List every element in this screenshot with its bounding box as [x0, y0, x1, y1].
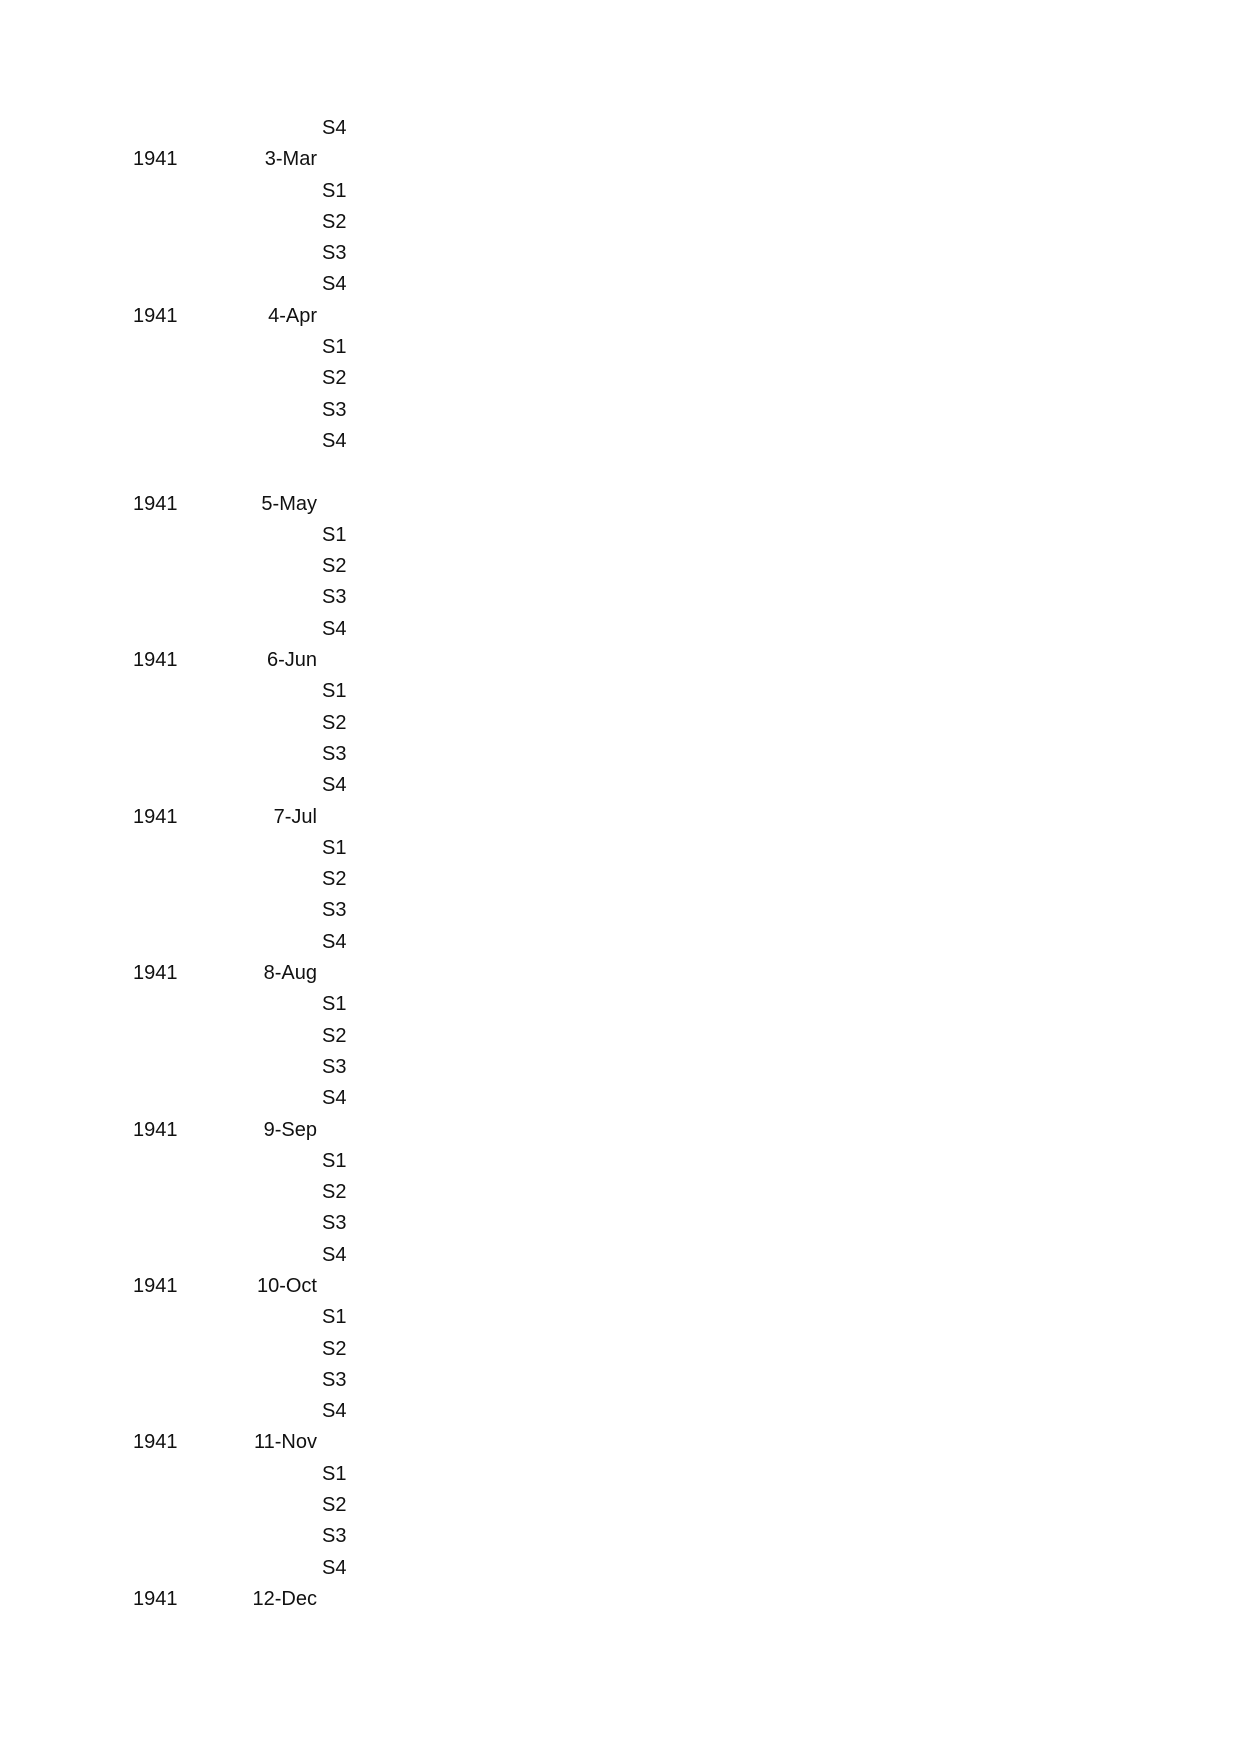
table-row	[0, 864, 1241, 895]
table-row	[0, 363, 1241, 394]
series-cell: S2	[322, 367, 347, 390]
table-row	[0, 989, 1241, 1020]
year-cell: 1941	[133, 304, 178, 327]
series-cell: S3	[322, 1525, 347, 1548]
spreadsheet-page	[0, 113, 1241, 1615]
series-cell: S2	[322, 210, 347, 233]
table-row	[0, 1052, 1241, 1083]
series-cell: S1	[322, 179, 347, 202]
series-cell: S3	[322, 899, 347, 922]
series-cell: S1	[322, 1462, 347, 1485]
year-cell: 1941	[133, 1587, 178, 1610]
series-cell: S2	[322, 1337, 347, 1360]
table-row	[0, 1427, 1241, 1458]
year-cell: 1941	[133, 492, 178, 515]
table-row	[0, 1271, 1241, 1302]
date-cell: 7-Jul	[273, 805, 317, 828]
year-cell: 1941	[133, 1431, 178, 1454]
table-row	[0, 1083, 1241, 1114]
table-row	[0, 207, 1241, 238]
series-cell: S1	[322, 1149, 347, 1172]
series-cell: S2	[322, 1024, 347, 1047]
series-cell: S2	[322, 1181, 347, 1204]
table-row	[0, 582, 1241, 613]
table-row	[0, 1021, 1241, 1052]
table-row	[0, 489, 1241, 520]
table-row	[0, 927, 1241, 958]
series-cell: S1	[322, 836, 347, 859]
series-cell: S4	[322, 1243, 347, 1266]
series-cell: S4	[322, 273, 347, 296]
table-row	[0, 1584, 1241, 1615]
table-row	[0, 426, 1241, 457]
date-cell: 11-Nov	[254, 1431, 317, 1454]
date-cell: 5-May	[261, 492, 317, 515]
table-row	[0, 1240, 1241, 1271]
year-cell: 1941	[133, 1118, 178, 1141]
series-cell: S4	[322, 617, 347, 640]
table-row	[0, 1396, 1241, 1427]
table-row	[0, 1334, 1241, 1365]
series-cell: S3	[322, 1055, 347, 1078]
table-row	[0, 1365, 1241, 1396]
series-cell: S4	[322, 1087, 347, 1110]
date-cell: 10-Oct	[256, 1274, 317, 1297]
date-cell: 12-Dec	[252, 1587, 317, 1610]
table-row	[0, 708, 1241, 739]
date-cell: 9-Sep	[263, 1118, 317, 1141]
table-row	[0, 301, 1241, 332]
table-row	[0, 770, 1241, 801]
table-row	[0, 1146, 1241, 1177]
series-cell: S1	[322, 336, 347, 359]
table-row	[0, 676, 1241, 707]
date-cell: 4-Apr	[268, 304, 317, 327]
table-row	[0, 614, 1241, 645]
table-row	[0, 395, 1241, 426]
series-cell: S2	[322, 868, 347, 891]
table-row	[0, 144, 1241, 175]
table-row	[0, 1115, 1241, 1146]
series-cell: S1	[322, 523, 347, 546]
series-cell: S3	[322, 242, 347, 265]
series-cell: S1	[322, 993, 347, 1016]
series-cell: S1	[322, 1306, 347, 1329]
series-cell: S3	[322, 1368, 347, 1391]
table-row	[0, 269, 1241, 300]
date-cell: 8-Aug	[263, 962, 317, 985]
year-cell: 1941	[133, 649, 178, 672]
table-row	[0, 332, 1241, 363]
table-row	[0, 739, 1241, 770]
table-row	[0, 551, 1241, 582]
table-row	[0, 895, 1241, 926]
table-row	[0, 1459, 1241, 1490]
table-row	[0, 1208, 1241, 1239]
date-cell: 6-Jun	[266, 649, 317, 672]
series-cell: S4	[322, 429, 347, 452]
series-cell: S4	[322, 1400, 347, 1423]
series-cell: S3	[322, 742, 347, 765]
series-cell: S4	[322, 1556, 347, 1579]
series-cell: S3	[322, 586, 347, 609]
table-row	[0, 958, 1241, 989]
table-row	[0, 645, 1241, 676]
series-cell: S4	[322, 930, 347, 953]
series-cell: S4	[322, 774, 347, 797]
series-cell: S3	[322, 1212, 347, 1235]
table-row	[0, 520, 1241, 551]
series-cell: S2	[322, 711, 347, 734]
table-row	[0, 176, 1241, 207]
date-cell: 3-Mar	[264, 148, 317, 171]
year-cell: 1941	[133, 805, 178, 828]
series-cell: S2	[322, 1494, 347, 1517]
table-row	[0, 802, 1241, 833]
year-cell: 1941	[133, 148, 178, 171]
year-cell: 1941	[133, 1274, 178, 1297]
series-cell: S1	[322, 680, 347, 703]
series-cell: S2	[322, 555, 347, 578]
table-row	[0, 1490, 1241, 1521]
table-row	[0, 1521, 1241, 1552]
table-row	[0, 833, 1241, 864]
table-row	[0, 1553, 1241, 1584]
year-cell: 1941	[133, 962, 178, 985]
table-row	[0, 1302, 1241, 1333]
table-row	[0, 1177, 1241, 1208]
table-row	[0, 238, 1241, 269]
series-cell: S4	[322, 117, 347, 139]
table-row	[0, 113, 1241, 144]
series-cell: S3	[322, 398, 347, 421]
